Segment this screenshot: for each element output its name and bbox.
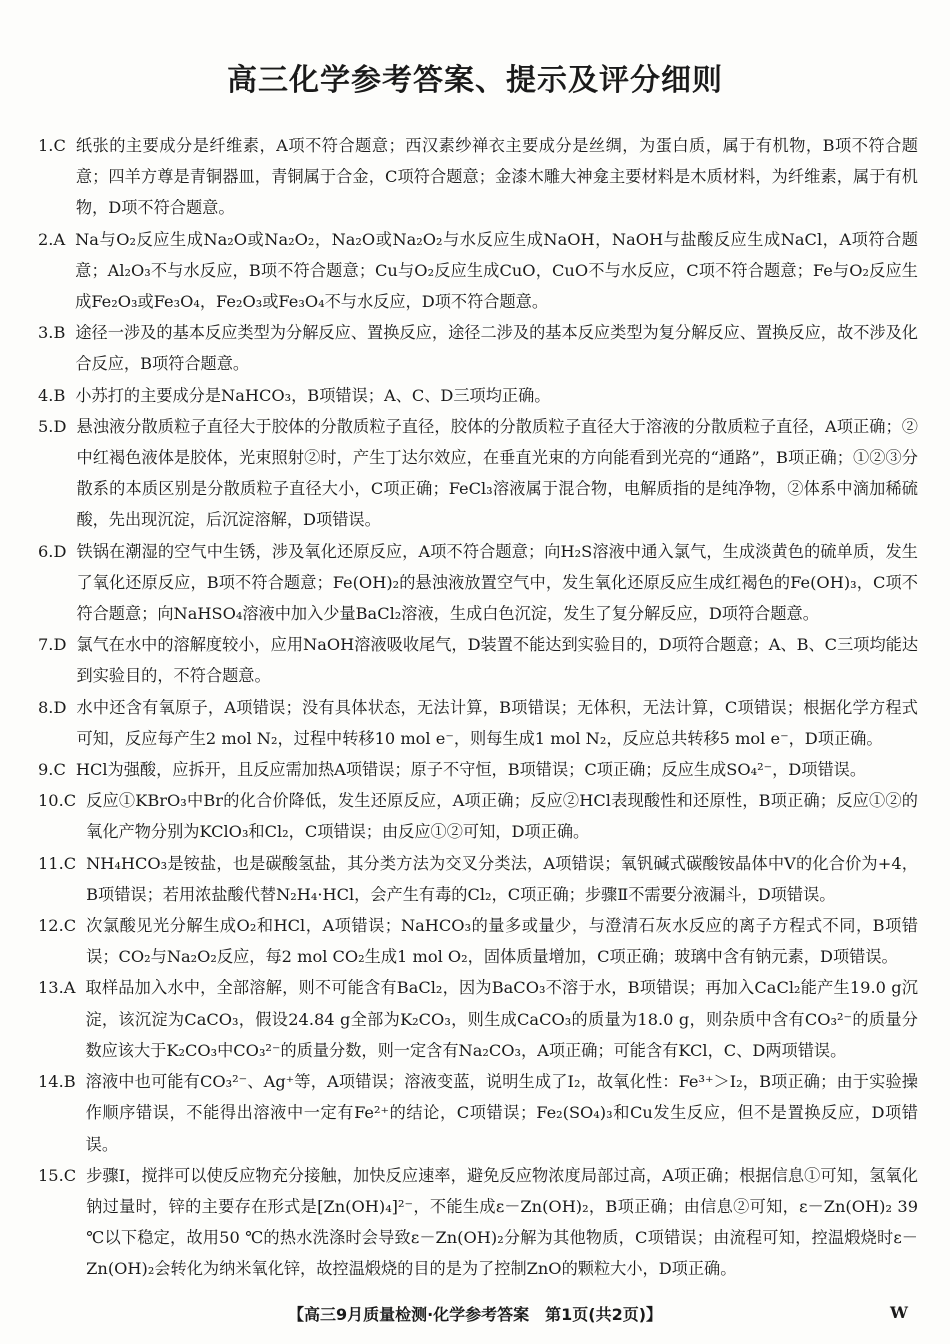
- answer-number: 13.A: [38, 978, 76, 998]
- answer-number: 2.A: [38, 229, 66, 249]
- answer-number: 14.B: [38, 1072, 76, 1092]
- answer-item: [38, 692, 918, 754]
- answer-text: 取样品加入水中，全部溶解，则不可能含有BaCl₂，因为BaCO₃不溶于水，B项错误；再加入CaCl₂能产生19.0 g沉淀，该沉淀为CaCO₃，假设24.84 g全部为K₂CO₃，则生成CaCO₃的质量为18.0 g，则杂质中含有CO₃²⁻的质量分数应该大于K₂CO₃中CO₃²⁻的质量分数，则一定含有Na₂CO₃，A项正确；可能含有KCl，C、D两项错误。: [85, 978, 918, 1060]
- answer-text: 氯气在水中的溶解度较小，应用NaOH溶液吸收尾气，D装置不能达到实验目的，D项符合题意；A、B、C三项均能达到实验目的，不符合题意。: [76, 635, 919, 686]
- answer-number: 7.D: [38, 635, 67, 655]
- answer-number: 12.C: [38, 916, 77, 936]
- answer-list: [38, 130, 918, 1285]
- answer-item: [38, 785, 918, 847]
- answer-item: [38, 317, 918, 379]
- corner-mark: W: [890, 1303, 908, 1322]
- answer-number: 4.B: [38, 385, 66, 405]
- answer-text: 途径一涉及的基本反应类型为分解反应、置换反应，途径二涉及的基本反应类型为复分解反应、置换反应，故不涉及化合反应，B项符合题意。: [75, 323, 918, 374]
- answer-number: 5.D: [38, 416, 67, 436]
- answer-item: [38, 1066, 918, 1160]
- answer-text: 纸张的主要成分是纤维素，A项不符合题意；西汉素纱禅衣主要成分是丝绸，为蛋白质，属于有机物，B项不符合题意；四羊方尊是青铜器皿，青铜属于合金，C项符合题意；金漆木雕大神龛主要材料是木质材料，为纤维素，属于有机物，D项不符合题意。: [75, 136, 918, 218]
- answer-number: 6.D: [38, 541, 67, 561]
- answer-item: [38, 130, 918, 224]
- answer-item: [38, 754, 918, 785]
- answer-item: [38, 1160, 918, 1285]
- answer-item: [38, 411, 918, 536]
- answer-text: 次氯酸见光分解生成O₂和HCl，A项错误；NaHCO₃的量多或量少，与澄清石灰水反应的离子方程式不同，B项错误；CO₂与Na₂O₂反应，每2 mol CO₂生成1 mol O₂，固体质量增加，C项正确；玻璃中含有钠元素，D项错误。: [86, 916, 918, 967]
- answer-item: [38, 910, 918, 972]
- answer-text: 水中还含有氧原子，A项错误；没有具体状态，无法计算，B项错误；无体积，无法计算，C项错误；根据化学方程式可知，反应每产生2 mol N₂，过程中转移10 mol e⁻，则每生成1 mol N₂，反应总共转移5 mol e⁻，D项正确。: [76, 697, 918, 748]
- answer-item: [38, 972, 918, 1066]
- answer-number: 15.C: [38, 1165, 77, 1185]
- answer-text: 步骤Ⅰ，搅拌可以使反应物充分接触，加快反应速率，避免反应物浓度局部过高，A项正确；根据信息①可知，氢氧化钠过量时，锌的主要存在形式是[Zn(OH)₄]²⁻，不能生成ε－Zn(OH)₂，B项正确；由信息②可知，ε－Zn(OH)₂ 39 ℃以下稳定，故用50 ℃的热水洗涤时会导致ε－Zn(OH)₂分解为其他物质，C项错误；由流程可知，控温煅烧时ε－Zn(OH)₂会转化为纳米氧化锌，故控温煅烧的目的是为了控制ZnO的颗粒大小，D项正确。: [86, 1165, 918, 1279]
- answer-text: 悬浊液分散质粒子直径大于胶体的分散质粒子直径，胶体的分散质粒子直径大于溶液的分散质粒子直径，A项正确；②中红褐色液体是胶体，光束照射②时，产生丁达尔效应，在垂直光束的方向能看到光亮的“通路”，B项正确；①②③分散系的本质区别是分散质粒子直径大小，C项正确；FeCl₃溶液属于混合物，电解质指的是纯净物，②体系中滴加稀硫酸，先出现沉淀，后沉淀溶解，D项错误。: [76, 416, 918, 530]
- answer-text: 小苏打的主要成分是NaHCO₃，B项错误；A、C、D三项均正确。: [75, 385, 551, 405]
- answer-text: 铁锅在潮湿的空气中生锈，涉及氧化还原反应，A项不符合题意；向H₂S溶液中通入氯气，生成淡黄色的硫单质，发生了氧化还原反应，B项不符合题意；Fe(OH)₂的悬浊液放置空气中，发生氧化还原反应生成红褐色的Fe(OH)₃，C项不符合题意；向NaHSO₄溶液中加入少量BaCl₂溶液，生成白色沉淀，发生了复分解反应，D项符合题意。: [76, 541, 918, 624]
- answer-item: [38, 848, 918, 910]
- page-footer: 【高三9月质量检测·化学参考答案 第1页(共2页)】: [287, 1305, 663, 1324]
- answer-text: Na与O₂反应生成Na₂O或Na₂O₂，Na₂O或Na₂O₂与水反应生成NaOH，NaOH与盐酸反应生成NaCl，A项符合题意；Al₂O₃不与水反应，B项不符合题意；Cu与O₂反应生成CuO，CuO不与水反应，C项不符合题意；Fe与O₂反应生成Fe₂O₃或Fe₃O₄，Fe₂O₃或Fe₃O₄不与水反应，D项不符合题意。: [75, 229, 918, 312]
- answer-number: 8.D: [38, 697, 67, 717]
- answer-number: 10.C: [38, 791, 77, 811]
- page-title: 高三化学参考答案、提示及评分细则: [227, 63, 723, 98]
- answer-text: 反应①KBrO₃中Br的化合价降低，发生还原反应，A项正确；反应②HCl表现酸性和还原性，B项正确；反应①②的氧化产物分别为KClO₃和Cl₂，C项错误；由反应①②可知，D项正确。: [86, 791, 918, 842]
- answer-number: 11.C: [38, 853, 77, 873]
- answer-item: [38, 629, 918, 691]
- answer-item: [38, 224, 918, 318]
- answer-item: [38, 536, 918, 630]
- answer-text: NH₄HCO₃是铵盐，也是碳酸氢盐，其分类方法为交叉分类法，A项错误；氧钒碱式碳酸铵晶体中V的化合价为+4，B项错误；若用浓盐酸代替N₂H₄·HCl，会产生有毒的Cl₂，C项正确；步骤Ⅱ不需要分液漏斗，D项错误。: [86, 853, 918, 904]
- answer-item: [38, 380, 918, 411]
- answer-text: HCl为强酸，应拆开，且反应需加热A项错误；原子不守恒，B项错误；C项正确；反应生成SO₄²⁻，D项错误。: [75, 760, 867, 780]
- answer-number: 3.B: [38, 323, 66, 343]
- answer-number: 9.C: [38, 760, 66, 780]
- answer-number: 1.C: [38, 136, 66, 155]
- answer-text: 溶液中也可能有CO₃²⁻、Ag⁺等，A项错误；溶液变蓝，说明生成了I₂，故氧化性：Fe³⁺＞I₂，B项正确；由于实验操作顺序错误，不能得出溶液中一定有Fe²⁺的结论，C项错误；Fe₂(SO₄)₃和Cu发生反应，但不是置换反应，D项错误。: [85, 1072, 918, 1154]
